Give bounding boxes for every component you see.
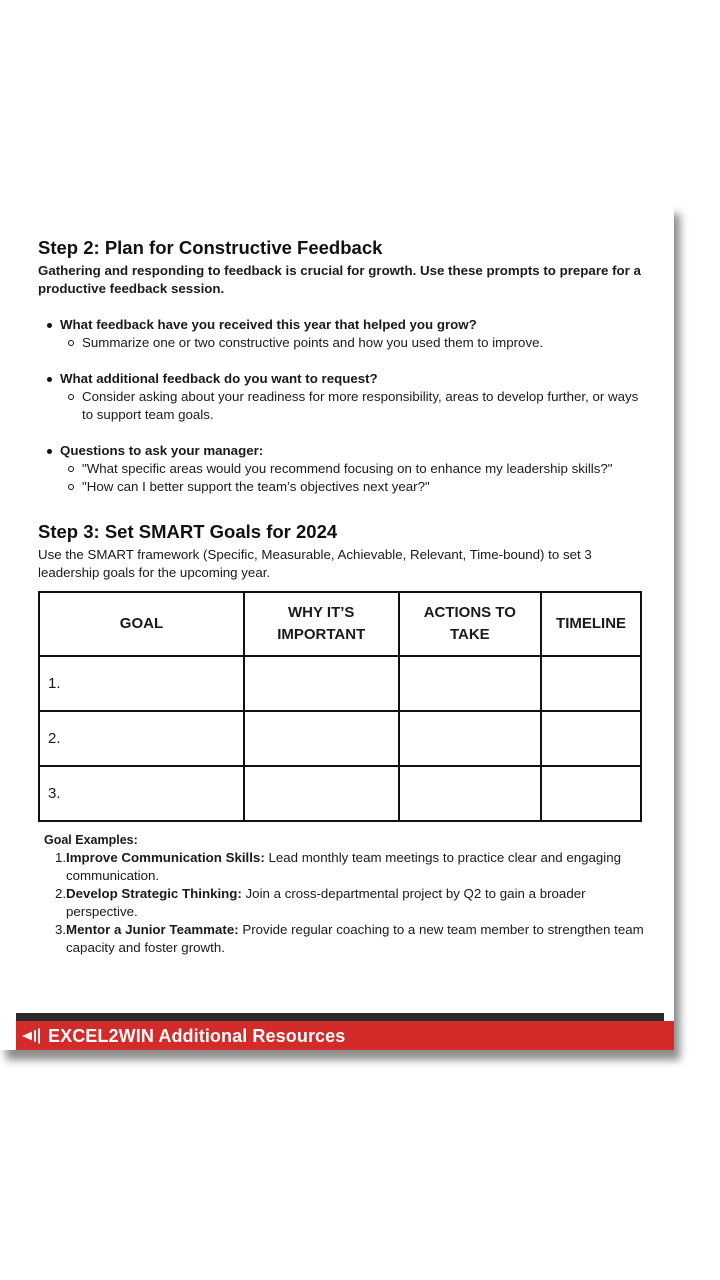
smart-goals-table xyxy=(38,591,642,822)
step2-title: Step 2: Plan for Constructive Feedback xyxy=(38,237,383,258)
prompt-detail: Summarize one or two constructive points and how you used them to improve. xyxy=(60,334,648,352)
document-page xyxy=(0,204,674,1050)
prompt-question: Questions to ask your manager: xyxy=(60,443,264,458)
footer-banner xyxy=(16,1021,674,1050)
example-number: 1. xyxy=(55,850,67,865)
prompt-detail: Consider asking about your readiness for more responsibility, areas to develop further, or ways to support team goals. xyxy=(60,388,648,424)
step2-intro: Gathering and responding to feedback is crucial for growth. Use these prompts to prepare for a productive feedback session. xyxy=(38,263,641,296)
step3-title: Step 3: Set SMART Goals for 2024 xyxy=(38,521,338,542)
header-timeline: TIMELINE xyxy=(541,592,641,656)
examples-list xyxy=(44,849,648,957)
table-row xyxy=(39,766,641,821)
example-item xyxy=(44,885,648,921)
actions-cell[interactable] xyxy=(399,766,542,821)
goal-cell[interactable]: 2. xyxy=(39,711,244,766)
goal-cell[interactable]: 3. xyxy=(39,766,244,821)
prompt-detail: "What specific areas would you recommend focusing on to enhance my leadership skills?" xyxy=(60,460,648,478)
example-item xyxy=(44,849,648,885)
why-cell[interactable] xyxy=(244,656,399,711)
prompt-question: What additional feedback do you want to request? xyxy=(60,371,378,386)
winged-logo-icon xyxy=(20,1025,42,1047)
goal-cell[interactable]: 1. xyxy=(39,656,244,711)
example-text: Lead monthly team meetings to practice clear and engaging communication. xyxy=(66,850,622,883)
footer-brand[interactable]: EXCEL2WIN Additional Resources xyxy=(48,1025,346,1046)
header-actions: ACTIONS TO TAKE xyxy=(399,592,542,656)
prompt-detail: "How can I better support the team’s objectives next year?" xyxy=(60,478,648,496)
example-label: Mentor a Junior Teammate: xyxy=(66,922,239,937)
timeline-cell[interactable] xyxy=(541,711,641,766)
example-text: Provide regular coaching to a new team member to strengthen team capacity and foster growth. xyxy=(66,922,644,955)
example-number: 2. xyxy=(55,886,67,901)
why-cell[interactable] xyxy=(244,766,399,821)
why-cell[interactable] xyxy=(244,711,399,766)
prompt-item xyxy=(38,442,648,496)
example-label: Develop Strategic Thinking: xyxy=(66,886,242,901)
header-goal: GOAL xyxy=(39,592,244,656)
step3-intro: Use the SMART framework (Specific, Measurable, Achievable, Relevant, Time-bound) to set 3 leadership goals for the upcoming year. xyxy=(38,547,592,580)
example-item xyxy=(44,921,648,957)
document-content xyxy=(38,236,648,957)
table-header-row xyxy=(39,592,641,656)
footer-divider xyxy=(16,1013,664,1021)
table-row xyxy=(39,711,641,766)
actions-cell[interactable] xyxy=(399,656,542,711)
examples-heading: Goal Examples: xyxy=(44,833,138,847)
example-label: Improve Communication Skills: xyxy=(66,850,265,865)
prompt-question: What feedback have you received this year that helped you grow? xyxy=(60,317,477,332)
feedback-prompts xyxy=(38,316,648,496)
example-number: 3. xyxy=(55,922,67,937)
prompt-item xyxy=(38,316,648,352)
timeline-cell[interactable] xyxy=(541,656,641,711)
prompt-item xyxy=(38,370,648,424)
actions-cell[interactable] xyxy=(399,711,542,766)
timeline-cell[interactable] xyxy=(541,766,641,821)
table-row xyxy=(39,656,641,711)
goal-examples xyxy=(44,831,648,957)
example-text: Join a cross-departmental project by Q2 to gain a broader perspective. xyxy=(66,886,586,919)
header-why-important: WHY IT’S IMPORTANT xyxy=(244,592,399,656)
